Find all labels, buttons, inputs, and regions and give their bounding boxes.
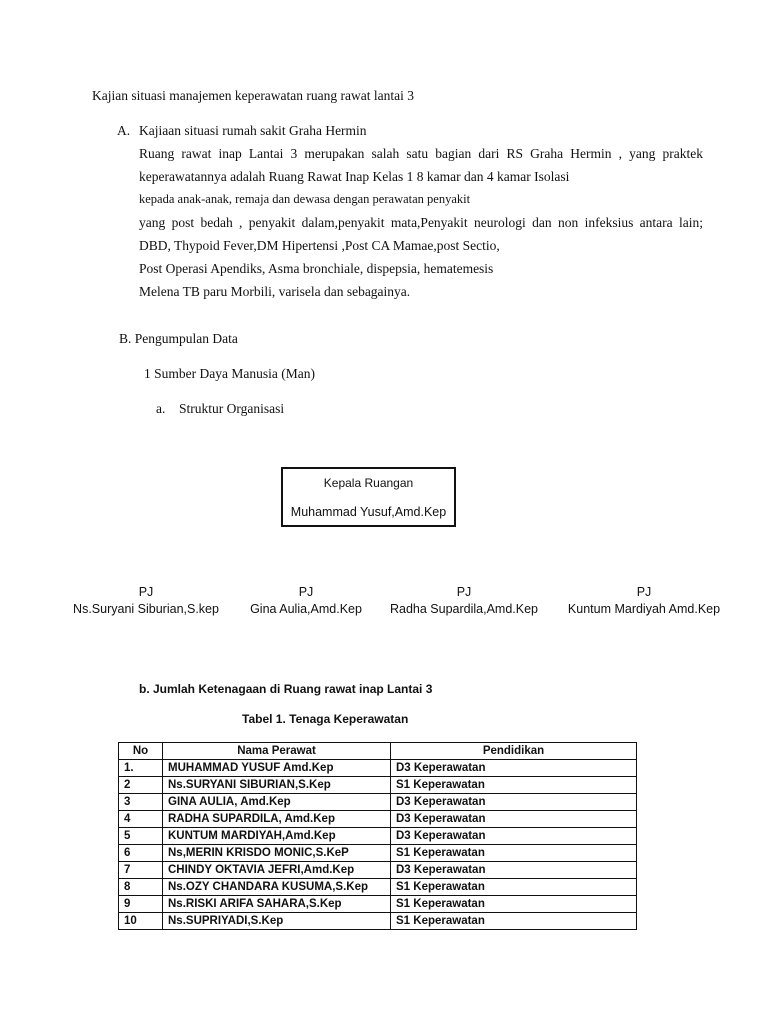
header-no: No (119, 743, 163, 760)
cell-education: S1 Keperawatan (391, 845, 637, 862)
cell-education: D3 Keperawatan (391, 828, 637, 845)
cell-name: Ns.OZY CHANDARA KUSUMA,S.Kep (163, 879, 391, 896)
cell-name: RADHA SUPARDILA, Amd.Kep (163, 811, 391, 828)
section-b-sub-a-title: Struktur Organisasi (179, 401, 285, 416)
cell-no: 3 (119, 794, 163, 811)
section-a-line: kepada anak-anak, remaja dan dewasa dengan perawatan penyakit (139, 192, 471, 206)
table-row (119, 777, 637, 794)
section-a-line: yang post bedah , penyakit dalam,penyakit mata,Penyakit neurologi dan non infeksius antara lain; (139, 215, 703, 230)
table-row (119, 879, 637, 896)
section-a-line: keperawatannya adalah Ruang Rawat Inap Kelas 1 8 kamar dan 4 kamar Isolasi (139, 169, 570, 184)
org-pj-1 (66, 584, 226, 618)
table-row (119, 760, 637, 777)
table-row (119, 794, 637, 811)
org-pj-role: PJ (138, 585, 154, 599)
cell-no: 4 (119, 811, 163, 828)
table-row (119, 896, 637, 913)
org-pj-name: Radha Supardila,Amd.Kep (389, 602, 538, 616)
org-pj-role: PJ (456, 585, 472, 599)
table-row (119, 828, 637, 845)
section-b-sub1: 1 Sumber Daya Manusia (Man) (144, 366, 315, 381)
table-row (119, 913, 637, 930)
org-pj-role: PJ (636, 585, 652, 599)
table-row (119, 845, 637, 862)
cell-education: S1 Keperawatan (391, 896, 637, 913)
cell-name: KUNTUM MARDIYAH,Amd.Kep (163, 828, 391, 845)
staff-table (118, 742, 637, 930)
section-b-title: B. Pengumpulan Data (119, 331, 238, 346)
org-head-role: Kepala Ruangan (323, 476, 414, 490)
cell-no: 6 (119, 845, 163, 862)
staffing-title: b. Jumlah Ketenagaan di Ruang rawat inap Lantai 3 (139, 682, 433, 696)
section-a-line: Melena TB paru Morbili, varisela dan sebagainya. (139, 284, 411, 299)
org-pj-3 (380, 584, 548, 618)
section-a-title: Kajiaan situasi rumah sakit Graha Hermin (139, 123, 367, 138)
cell-education: D3 Keperawatan (391, 811, 637, 828)
cell-education: S1 Keperawatan (391, 913, 637, 930)
section-a-line: Ruang rawat inap Lantai 3 merupakan salah satu bagian dari RS Graha Hermin , yang praktek (139, 146, 703, 161)
table-row (119, 811, 637, 828)
table-row (119, 862, 637, 879)
cell-education: D3 Keperawatan (391, 760, 637, 777)
cell-name: Ns.SUPRIYADI,S.Kep (163, 913, 391, 930)
cell-no: 5 (119, 828, 163, 845)
section-a-line: DBD, Thypoid Fever,DM Hipertensi ,Post CA Mamae,post Sectio, (139, 238, 500, 253)
cell-no: 1. (119, 760, 163, 777)
cell-name: MUHAMMAD YUSUF Amd.Kep (163, 760, 391, 777)
org-pj-name: Ns.Suryani Siburian,S.kep (73, 602, 219, 616)
cell-education: S1 Keperawatan (391, 777, 637, 794)
org-pj-name: Gina Aulia,Amd.Kep (250, 602, 362, 616)
section-a-line: Post Operasi Apendiks, Asma bronchiale, dispepsia, hematemesis (139, 261, 494, 276)
cell-name: GINA AULIA, Amd.Kep (163, 794, 391, 811)
cell-name: CHINDY OKTAVIA JEFRI,Amd.Kep (163, 862, 391, 879)
cell-education: S1 Keperawatan (391, 879, 637, 896)
cell-no: 9 (119, 896, 163, 913)
table-caption: Tabel 1. Tenaga Keperawatan (242, 712, 409, 726)
cell-name: Ns.RISKI ARIFA SAHARA,S.Kep (163, 896, 391, 913)
org-pj-2 (238, 584, 374, 618)
org-pj-4 (554, 584, 734, 618)
cell-no: 8 (119, 879, 163, 896)
header-name: Nama Perawat (163, 743, 391, 760)
document-heading: Kajian situasi manajemen keperawatan ruang rawat lantai 3 (92, 88, 414, 103)
cell-name: Ns.SURYANI SIBURIAN,S.Kep (163, 777, 391, 794)
table-header-row (119, 743, 637, 760)
org-pj-role: PJ (298, 585, 314, 599)
org-pj-name: Kuntum Mardiyah Amd.Kep (567, 602, 721, 616)
org-head-box (281, 467, 456, 527)
section-b-sub-a-marker: a. (156, 401, 166, 416)
cell-education: D3 Keperawatan (391, 862, 637, 879)
cell-no: 10 (119, 913, 163, 930)
cell-no: 7 (119, 862, 163, 879)
cell-education: D3 Keperawatan (391, 794, 637, 811)
section-a-marker: A. (117, 123, 131, 138)
cell-name: Ns,MERIN KRISDO MONIC,S.KeP (163, 845, 391, 862)
header-education: Pendidikan (391, 743, 637, 760)
cell-no: 2 (119, 777, 163, 794)
org-head-name: Muhammad Yusuf,Amd.Kep (290, 505, 447, 519)
